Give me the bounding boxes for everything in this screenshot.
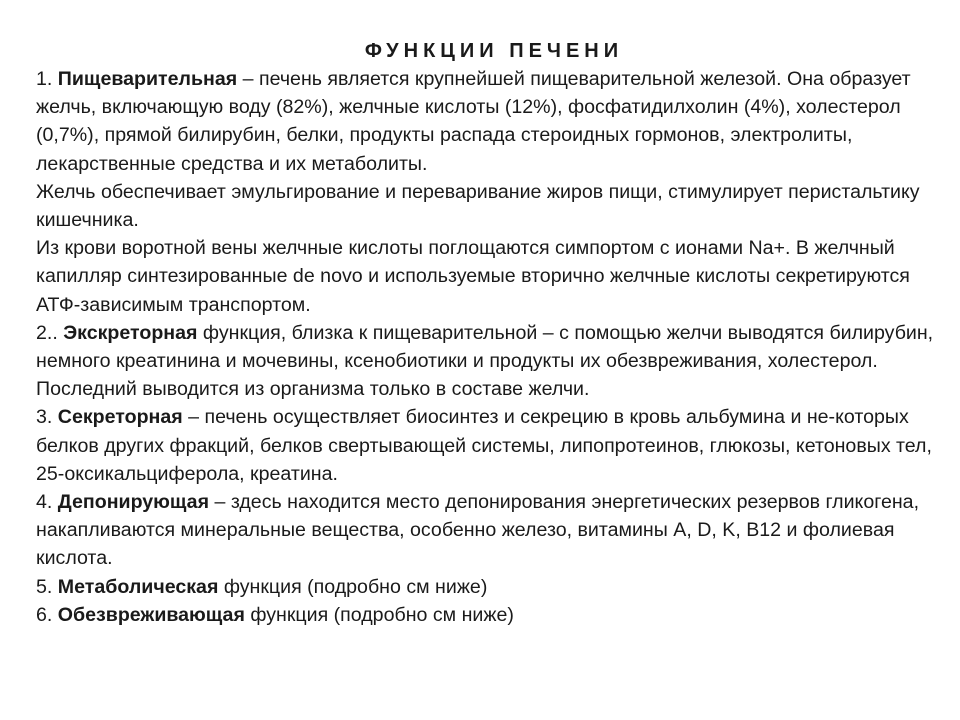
paragraph-number: 6.	[36, 603, 58, 626]
function-term: Пищеварительная	[57, 68, 238, 90]
function-term: Обезвреживающая	[57, 603, 245, 626]
paragraph-text: – печень осуществляет биосинтез и секрецию в кровь альбумина и не-которых белков других фракций, белков свертывающей системы, липопротеинов, глюкозы, кетоновых тел, 25-оксикальциферола, креатина.	[36, 406, 932, 485]
paragraph-depot	[36, 488, 936, 573]
paragraph-number: 1.	[36, 68, 58, 90]
paragraph-secretory	[36, 403, 936, 488]
slide-title: ФУНКЦИИ ПЕЧЕНИ	[364, 40, 624, 62]
paragraph-text: – печень является крупнейшей пищеварительной железой. Она образует желчь, включающую воду (82%), желчные кислоты (12%), фосфатидилхолин (4%), холестерол (0,7%), прямой билирубин, белки, продукты распада стероидных гормонов, электролиты, лекарственные средства и их метаболиты.	[36, 68, 911, 175]
paragraph-excretory	[36, 319, 936, 404]
paragraph-bile-acids-transport	[36, 234, 936, 319]
paragraph-text: функция, близка к пищеварительной – с помощью желчи выводятся билирубин, немного креатинина и мочевины, ксенобиотики и продукты их обезвреживания, холестерол. Последний выводится из организма только в составе желчи.	[36, 321, 934, 401]
paragraph-text: функция (подробно см ниже)	[218, 575, 488, 598]
paragraph-number: 2..	[36, 321, 64, 344]
paragraph-text: функция (подробно см ниже)	[244, 603, 514, 626]
paragraph-number: 5.	[36, 575, 58, 598]
paragraph-text: Желчь обеспечивает эмульгирование и переваривание жиров пищи, стимулирует перистальтику кишечника.	[36, 180, 920, 232]
paragraph-detox	[36, 601, 936, 629]
paragraph-metabolic	[36, 573, 936, 601]
function-term: Депонирующая	[57, 491, 210, 514]
paragraph-number: 3.	[36, 406, 58, 429]
slide	[36, 38, 936, 629]
paragraph-number: 4.	[36, 491, 58, 514]
paragraph-digestive	[36, 65, 936, 178]
paragraph-bile-role	[36, 178, 936, 234]
slide-body	[36, 65, 936, 629]
function-term: Экскреторная	[63, 321, 198, 344]
paragraph-text: Из крови воротной вены желчные кислоты поглощаются симпортом с ионами Na+. В желчный капилляр синтезированные de novo и используемые вторично желчные кислоты секретируются АТФ-зависимым транспортом.	[36, 237, 910, 316]
paragraph-text: – здесь находится место депонирования энергетических резервов гликогена, накапливаются минеральные вещества, особенно железо, витамины A, D, K, B12 и фолиевая кислота.	[36, 491, 920, 570]
function-term: Секреторная	[57, 406, 183, 429]
function-term: Метаболическая	[57, 575, 219, 598]
